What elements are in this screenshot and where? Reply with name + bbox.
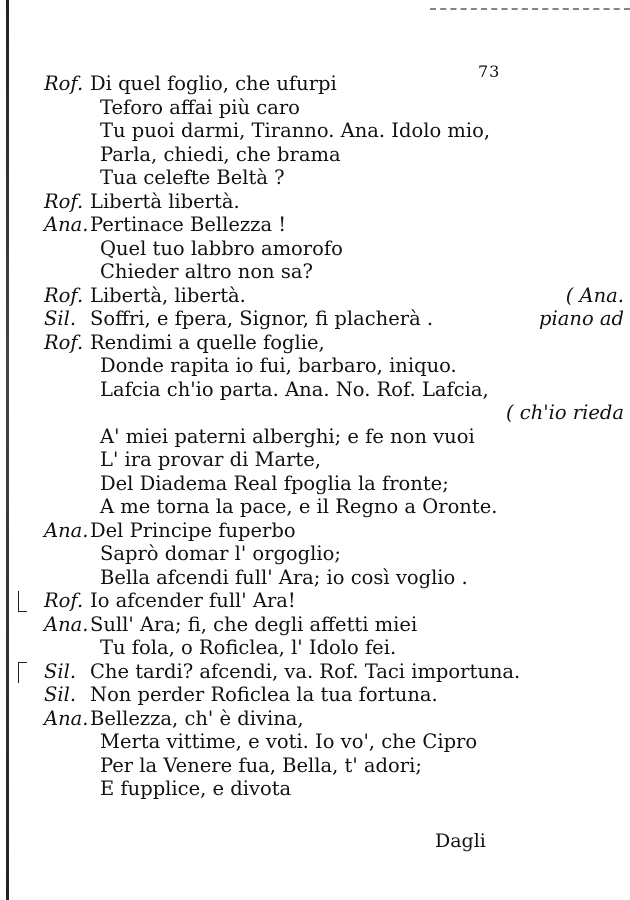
verse-text: Sull' Ara; fi, che degli affetti miei (90, 612, 418, 636)
verse-line (44, 613, 624, 637)
verse-text: A me torna la pace, e il Regno a Oronte. (100, 495, 498, 518)
verse-text: Tua celefte Beltà ? (100, 166, 285, 189)
catchword: Dagli (435, 830, 486, 852)
verse-text: E fupplice, e divota (100, 777, 292, 800)
verse-text: Lafcia ch'io parta. Ana. No. Rof. Lafcia, (100, 377, 489, 401)
stage-direction: ( Ana. (565, 283, 624, 307)
verse-line (44, 307, 624, 331)
verse-text: Bella afcendi full' Ara; io così voglio . (100, 565, 468, 589)
stage-direction: piano ad (539, 307, 624, 330)
verse-line (44, 754, 624, 778)
verse-line (44, 378, 624, 402)
verse-line (44, 519, 624, 543)
verse-text: Teforo affai più caro (100, 95, 300, 119)
verse-line (44, 660, 624, 684)
verse-text: Libertà libertà. (90, 189, 240, 213)
margin-bracket (18, 662, 27, 683)
verse-line (44, 284, 624, 308)
verse-line (44, 143, 624, 167)
verse-line (44, 707, 624, 731)
speaker-label: Sil. (44, 683, 77, 706)
speaker-label: Rof. (44, 189, 84, 213)
verse-text: Di quel foglio, che ufurpi (90, 72, 337, 95)
verse-text: Saprò domar l' orgoglio; (100, 542, 341, 565)
verse-line (44, 448, 624, 472)
stage-direction: ( ch'io rieda (505, 401, 624, 424)
speaker-label: Rof. (44, 72, 84, 95)
speaker-label: Rof. (44, 330, 84, 354)
verse-text: Del Principe fuperbo (90, 518, 296, 542)
verse-line (44, 636, 624, 660)
verse-text: Donde rapita io fui, barbaro, iniquo. (100, 354, 457, 377)
verse-text: Bellezza, ch' è divina, (90, 706, 304, 730)
verse-text: Che tardi? afcendi, va. Rof. Taci importuna. (90, 659, 521, 683)
verse-line (44, 777, 624, 801)
speaker-label: Sil. (44, 659, 77, 683)
verse-line (44, 542, 624, 566)
verse-text: Tu fola, o Roficlea, l' Idolo fei. (100, 636, 397, 659)
verse-line (44, 96, 624, 120)
verse-text: Tu puoi darmi, Tiranno. Ana. Idolo mio, (100, 119, 491, 142)
verse-text: Non perder Roficlea la tua fortuna. (90, 683, 438, 706)
verse-line (44, 260, 624, 284)
verse-text: Per la Venere fua, Bella, t' adori; (100, 753, 422, 777)
verse-text: Io afcender full' Ara! (90, 589, 296, 612)
page-binding-edge (6, 0, 9, 900)
verse-line (44, 213, 624, 237)
verse-text: Libertà, libertà. (90, 283, 246, 307)
verse-text: Quel tuo labbro amorofo (100, 236, 343, 260)
verse-line (44, 589, 624, 613)
verse-text: Soffri, e fpera, Signor, fi placherà . (90, 307, 434, 330)
verse-line (44, 190, 624, 214)
speaker-label: Rof. (44, 589, 84, 612)
verse-text: Chieder altro non sa? (100, 260, 313, 283)
verse-line (44, 237, 624, 261)
verse-line (44, 730, 624, 754)
verse-text: Rendimi a quelle foglie, (90, 330, 325, 354)
verse-line (44, 166, 624, 190)
verse-line (44, 401, 624, 425)
verse-line (44, 119, 624, 143)
speaker-label: Ana. (44, 612, 89, 636)
page-number: 73 (478, 62, 501, 81)
verse-text: Parla, chiedi, che brama (100, 142, 341, 166)
page-top-edge (430, 8, 630, 20)
verse-line (44, 72, 624, 96)
verse-line (44, 683, 624, 707)
verse-text: Pertinace Bellezza ! (90, 213, 287, 236)
verse-line (44, 331, 624, 355)
speaker-label: Ana. (44, 706, 89, 730)
verse-text-block (44, 72, 624, 801)
speaker-label: Sil. (44, 307, 77, 330)
speaker-label: Ana. (44, 518, 89, 542)
verse-line (44, 495, 624, 519)
margin-bracket (18, 591, 27, 612)
speaker-label: Rof. (44, 283, 84, 307)
verse-line (44, 472, 624, 496)
verse-text: A' miei paterni alberghi; e fe non vuoi (100, 424, 475, 448)
verse-text: Del Diadema Real fpoglia la fronte; (100, 471, 449, 495)
verse-line (44, 354, 624, 378)
verse-line (44, 566, 624, 590)
speaker-label: Ana. (44, 213, 89, 236)
verse-text: Merta vittime, e voti. Io vo', che Cipro (100, 730, 478, 753)
verse-text: L' ira provar di Marte, (100, 448, 322, 471)
verse-line (44, 425, 624, 449)
